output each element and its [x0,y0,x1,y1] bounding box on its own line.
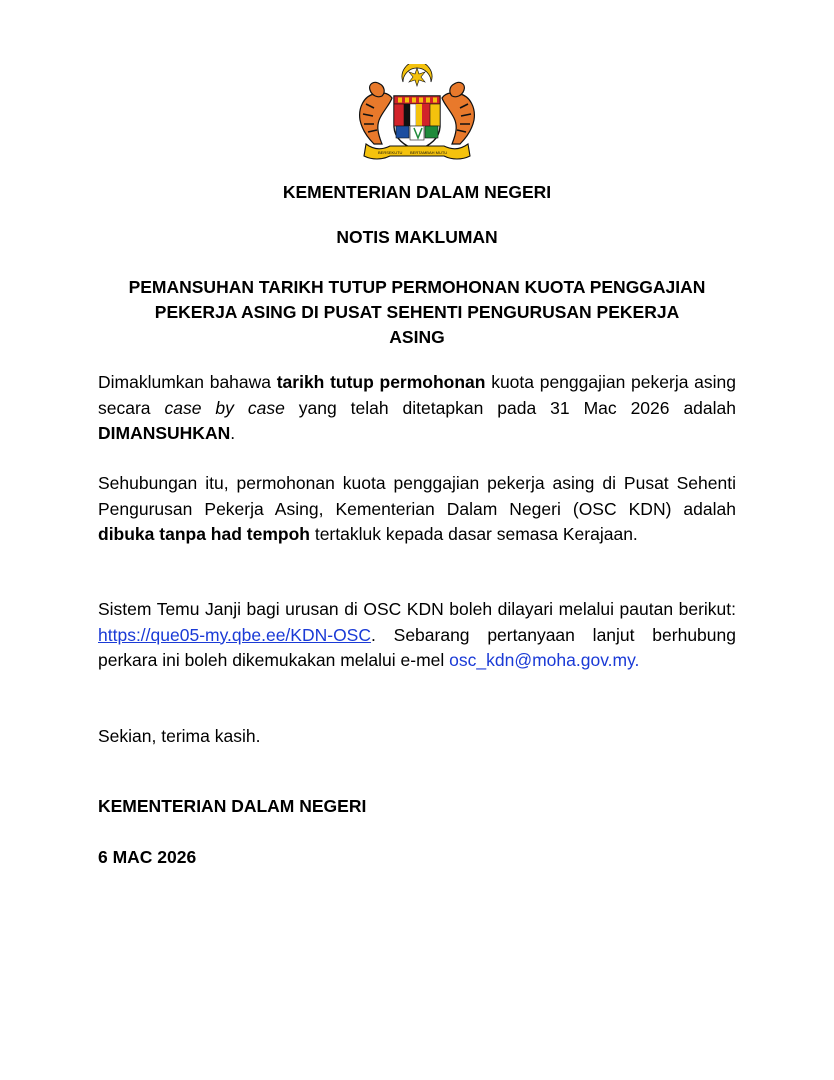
right-tiger-icon [442,82,474,144]
headline-line-3: ASING [389,327,445,347]
headline-line-1: PEMANSUHAN TARIKH TUTUP PERMOHONAN KUOTA PENGGAJIAN [128,277,706,297]
emphasis-open-indefinitely: dibuka tanpa had tempoh [98,524,310,544]
notice-headline [88,275,746,350]
paragraph-abolition: Dimaklumkan bahawa tarikh tutup permohonan kuota penggajian pekerja asing secara case by case yang telah ditetapkan pada 31 Mac 2026 adalah DIMANSUHKAN. [98,372,737,443]
emphasis-case-by-case: case by case [164,397,285,418]
left-tiger-icon [360,82,392,144]
notice-date: 6 MAC 2026 [98,847,197,867]
coat-of-arms-icon [352,64,482,166]
emphasis-dimansuhkan: DIMANSUHKAN [98,423,231,443]
motto-ribbon-icon [364,144,470,159]
emphasis-closing-date: tarikh tutup permohonan [276,372,486,392]
paragraph-appointment-system: Sistem Temu Janji bagi urusan di OSC KDN boleh dilayari melalui pautan berikut: https://que05-my.qbe.ee/KDN-OSC. Sebarang pertanyaan lanjut berhubung perkara ini boleh dikemukakan melalui e-mel osc_kdn@moha.gov.my. [98,599,736,670]
svg-text:BERSEKUTU: BERSEKUTU [378,150,403,155]
appointment-system-link[interactable]: https://que05-my.qbe.ee/KDN-OSC [98,624,371,645]
signature-ministry: KEMENTERIAN DALAM NEGERI [98,796,367,816]
headline-line-2: PEKERJA ASING DI PUSAT SEHENTI PENGURUSAN PEKERJA [154,302,680,322]
shield-icon [394,96,440,150]
ministry-heading: KEMENTERIAN DALAM NEGERI [282,182,552,202]
star-crescent-icon [402,64,432,86]
closing-remark: Sekian, terima kasih. [98,726,261,746]
svg-text:BERTAMBAH MUTU: BERTAMBAH MUTU [410,150,448,155]
notice-type-title: NOTIS MAKLUMAN [336,227,498,247]
paragraph-open-application: Sehubungan itu, permohonan kuota penggajian pekerja asing di Pusat Sehenti Pengurusan Pekerja Asing, Kementerian Dalam Negeri (OSC KDN) adalah dibuka tanpa had tempoh tertakluk kepada dasar semasa Kerajaan. [98,473,736,544]
contact-email[interactable]: osc_kdn@moha.gov.my. [449,650,640,670]
